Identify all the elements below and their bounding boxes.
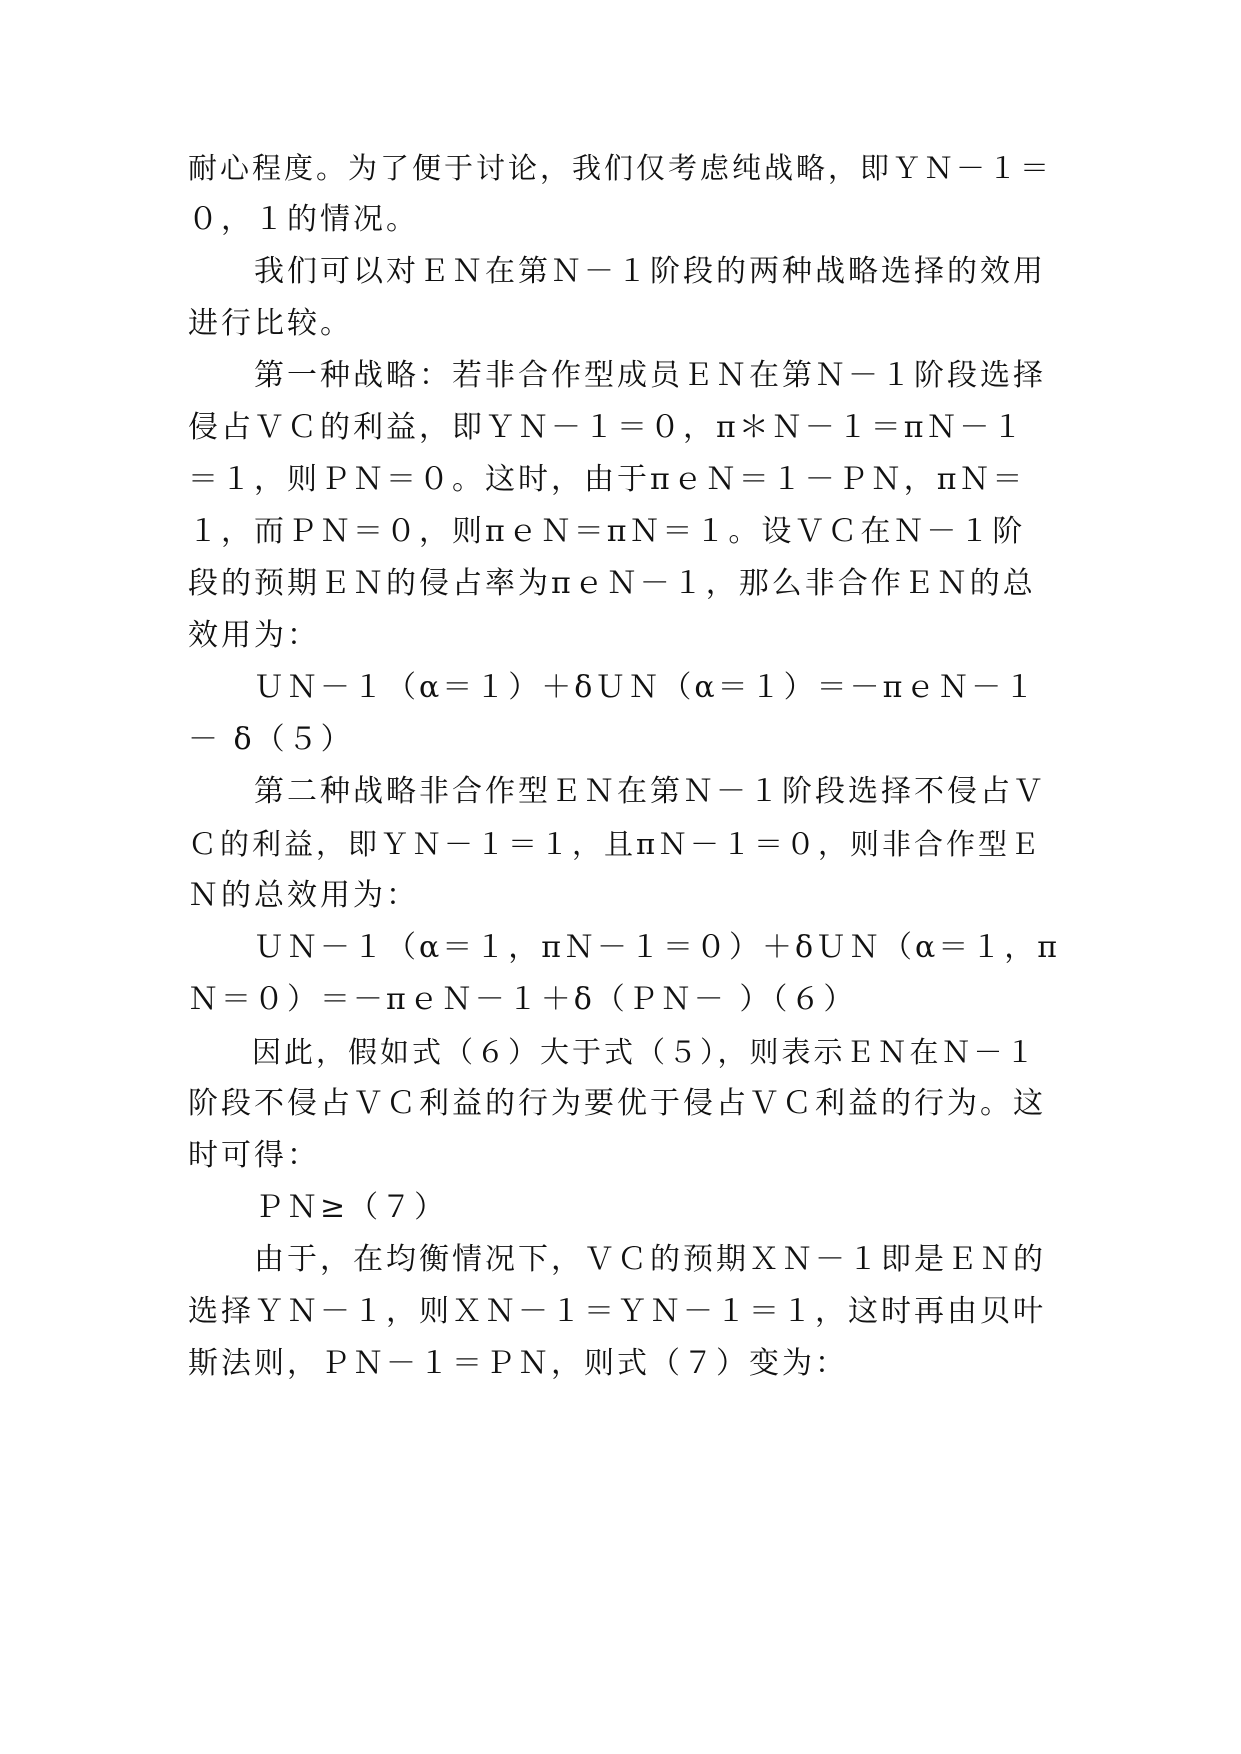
text-line: 效用为： (188, 618, 320, 653)
text-line: ０，１的情况。 (188, 202, 419, 237)
equation-line: ＵＮ－１（α＝１）＋δＵＮ（α＝１）＝－πｅＮ－１ (188, 670, 1038, 705)
text-line: 段的预期ＥＮ的侵占率为πｅＮ－１，那么非合作ＥＮ的总 (188, 566, 1036, 601)
text-line: 第一种战略：若非合作型成员ＥＮ在第Ｎ－１阶段选择 (188, 358, 1046, 393)
text-line: 斯法则，ＰＮ－１＝ＰＮ，则式（７）变为： (188, 1346, 848, 1381)
text-line: １，而ＰＮ＝０，则πｅＮ＝πＮ＝１。设ＶＣ在Ｎ－１阶 (188, 514, 1026, 549)
text-line: 耐心程度。为了便于讨论，我们仅考虑纯战略，即ＹＮ－１＝ (188, 151, 1053, 185)
document-page (188, 0, 1063, 1754)
equation-line: － δ（５） (188, 722, 354, 757)
text-line: ＝１，则ＰＮ＝０。这时，由于πｅＮ＝１－ＰＮ，πＮ＝ (188, 462, 1026, 497)
text-line: Ｃ的利益，即ＹＮ－１＝１，且πＮ－１＝０，则非合作型Ｅ (188, 827, 1043, 861)
text-line: 阶段不侵占ＶＣ利益的行为要优于侵占ＶＣ利益的行为。这 (188, 1086, 1046, 1121)
text-line: 侵占ＶＣ的利益，即ＹＮ－１＝０，π＊Ｎ－１＝πＮ－１ (188, 410, 1026, 445)
text-line: 时可得： (188, 1138, 320, 1173)
text-line: 因此，假如式（６）大于式（５），则表示ＥＮ在Ｎ－１ (188, 1035, 1038, 1069)
text-line: 进行比较。 (188, 306, 353, 341)
equation-line: Ｎ＝０）＝－πｅＮ－１＋δ（ＰＮ－ ）（６） (188, 982, 857, 1017)
text-line: 由于，在均衡情况下，ＶＣ的预期ＸＮ－１即是ＥＮ的 (188, 1242, 1046, 1277)
text-line: 第二种战略非合作型ＥＮ在第Ｎ－１阶段选择不侵占Ｖ (188, 774, 1046, 809)
equation-line: ＵＮ－１（α＝１，πＮ－１＝０）＋δＵＮ（α＝１，π (188, 930, 1061, 965)
text-line: Ｎ的总效用为： (188, 878, 419, 913)
equation-line: ＰＮ≥（７） (188, 1190, 448, 1225)
text-line: 选择ＹＮ－１，则ＸＮ－１＝ＹＮ－１＝１，这时再由贝叶 (188, 1294, 1046, 1329)
text-line: 我们可以对ＥＮ在第Ｎ－１阶段的两种战略选择的效用 (188, 254, 1046, 289)
